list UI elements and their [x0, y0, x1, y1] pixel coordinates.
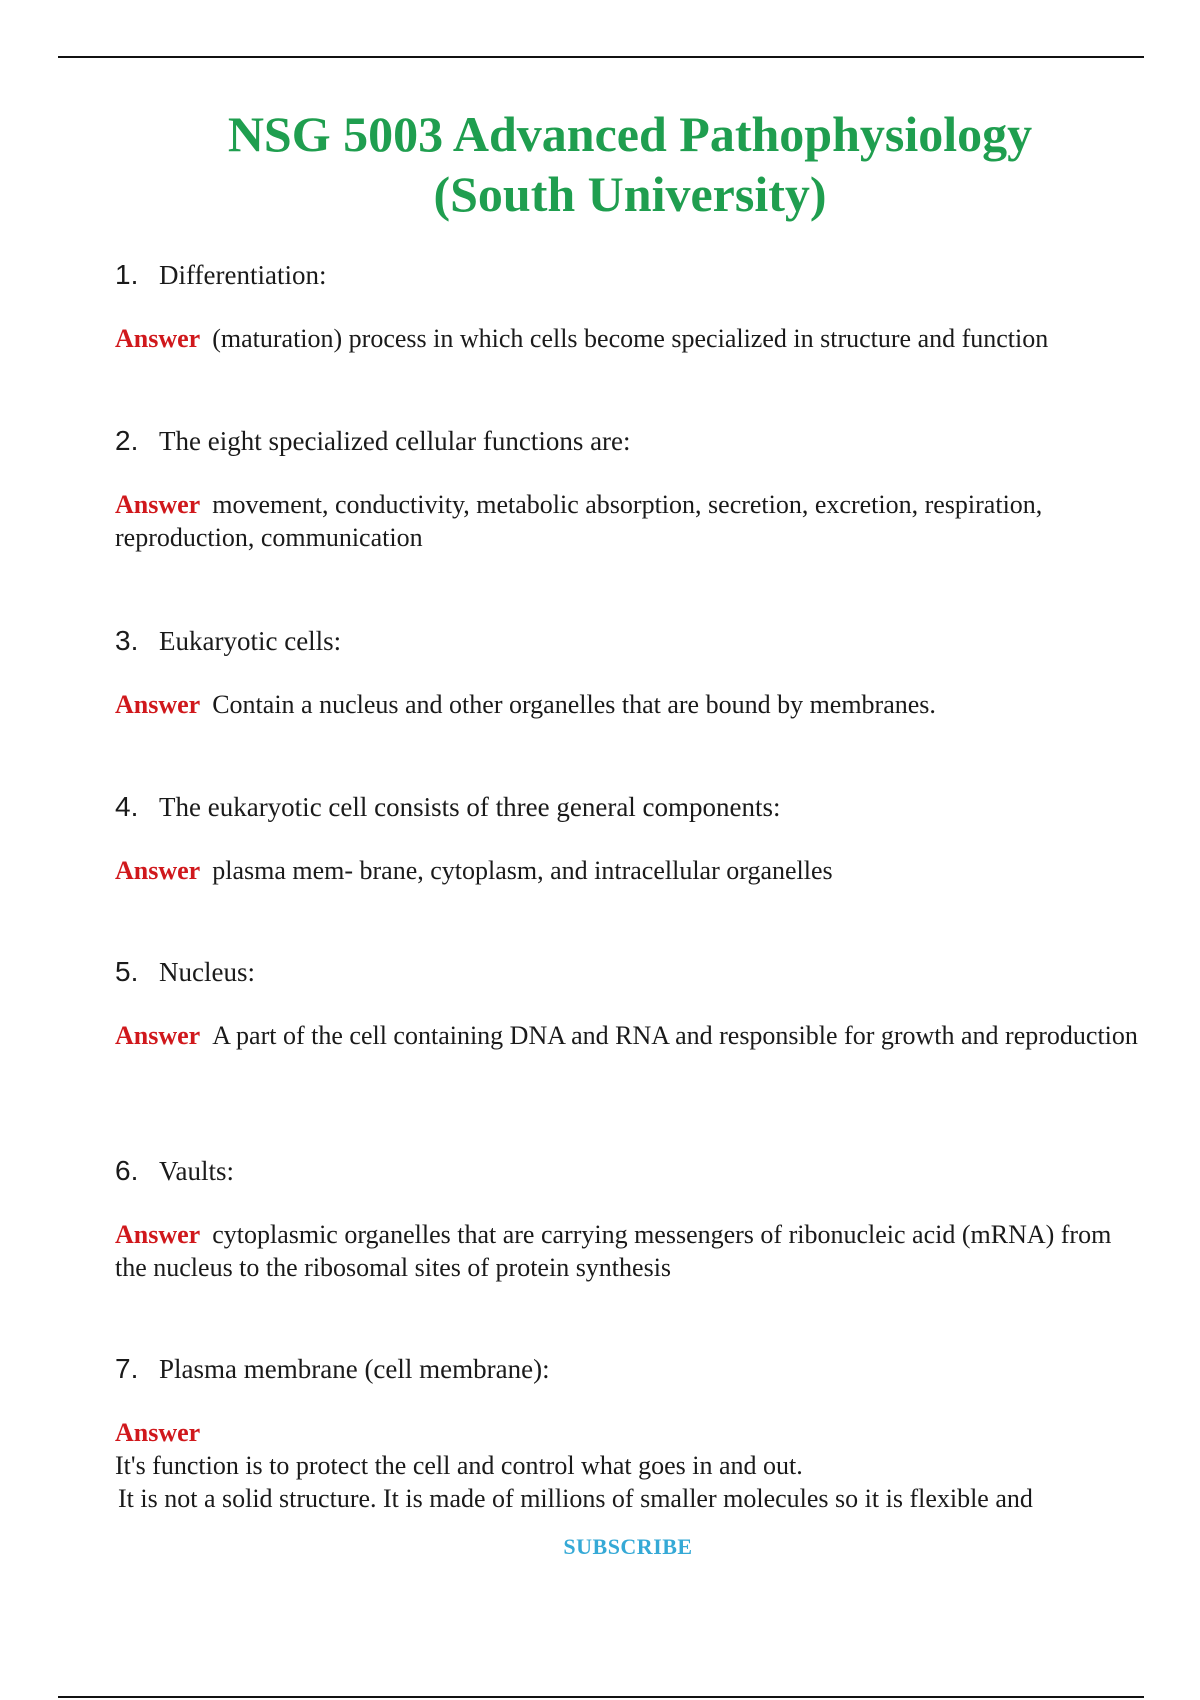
answer-1 — [115, 322, 1145, 355]
question-number: 5. — [115, 956, 139, 987]
qa-item-5 — [115, 955, 1145, 1052]
question-5 — [115, 955, 1145, 989]
answer-6 — [115, 1218, 1145, 1284]
answer-label: Answer — [115, 690, 201, 719]
qa-item-3 — [115, 624, 1145, 721]
answer-4 — [115, 854, 1145, 887]
question-6 — [115, 1154, 1145, 1188]
question-number: 7. — [115, 1353, 139, 1384]
question-text: The eukaryotic cell consists of three general components: — [159, 792, 781, 822]
answer-text: cytoplasmic organelles that are carrying messengers of ribonucleic acid (mRNA) from the nucleus to the ribosomal sites of protein synthesis — [115, 1220, 1112, 1282]
answer-text: movement, conductivity, metabolic absorption, secretion, excretion, respiration, reproduction, communication — [115, 490, 1043, 552]
qa-item-2 — [115, 424, 1145, 554]
answer-2 — [115, 488, 1145, 554]
question-text: Vaults: — [159, 1156, 235, 1186]
answer-text: A part of the cell containing DNA and RNA and responsible for growth and reproduction — [212, 1021, 1138, 1050]
question-text: Plasma membrane (cell membrane): — [159, 1354, 550, 1384]
answer-text-line-1: It's function is to protect the cell and control what goes in and out. — [115, 1451, 803, 1480]
question-text: The eight specialized cellular functions are: — [159, 426, 631, 456]
title-line-2: (South University) — [433, 165, 827, 222]
question-4 — [115, 790, 1145, 824]
question-number: 2. — [115, 425, 139, 456]
document-title — [60, 104, 1200, 224]
question-text: Differentiation: — [159, 260, 327, 290]
question-7 — [115, 1352, 1145, 1386]
answer-text: (maturation) process in which cells become specialized in structure and function — [212, 324, 1049, 353]
question-text: Eukaryotic cells: — [159, 626, 342, 656]
answer-label: Answer — [115, 1021, 201, 1050]
subscribe-link[interactable]: SUBSCRIBE — [563, 1534, 693, 1559]
question-number: 3. — [115, 625, 139, 656]
question-number: 1. — [115, 259, 139, 290]
top-rule — [58, 56, 1144, 58]
qa-item-7 — [115, 1352, 1145, 1515]
qa-item-6 — [115, 1154, 1145, 1284]
qa-item-4 — [115, 790, 1145, 887]
question-number: 4. — [115, 791, 139, 822]
qa-item-1 — [115, 258, 1145, 355]
title-line-1: NSG 5003 Advanced Pathophysiology — [227, 105, 1033, 162]
question-1 — [115, 258, 1145, 292]
answer-label: Answer — [115, 1418, 201, 1447]
answer-7 — [115, 1416, 1145, 1515]
answer-label: Answer — [115, 1220, 201, 1249]
answer-label: Answer — [115, 490, 201, 519]
answer-label: Answer — [115, 324, 201, 353]
answer-label: Answer — [115, 856, 201, 885]
question-number: 6. — [115, 1155, 139, 1186]
question-text: Nucleus: — [159, 957, 255, 987]
answer-text: plasma mem- brane, cytoplasm, and intracellular organelles — [212, 856, 833, 885]
answer-text: Contain a nucleus and other organelles that are bound by membranes. — [212, 690, 936, 719]
question-2 — [115, 424, 1145, 458]
answer-5 — [115, 1019, 1145, 1052]
answer-3 — [115, 688, 1145, 721]
answer-text-line-2: It is not a solid structure. It is made of millions of smaller molecules so it is flexible and — [118, 1484, 1033, 1513]
bottom-rule — [58, 1696, 1144, 1698]
question-3 — [115, 624, 1145, 658]
